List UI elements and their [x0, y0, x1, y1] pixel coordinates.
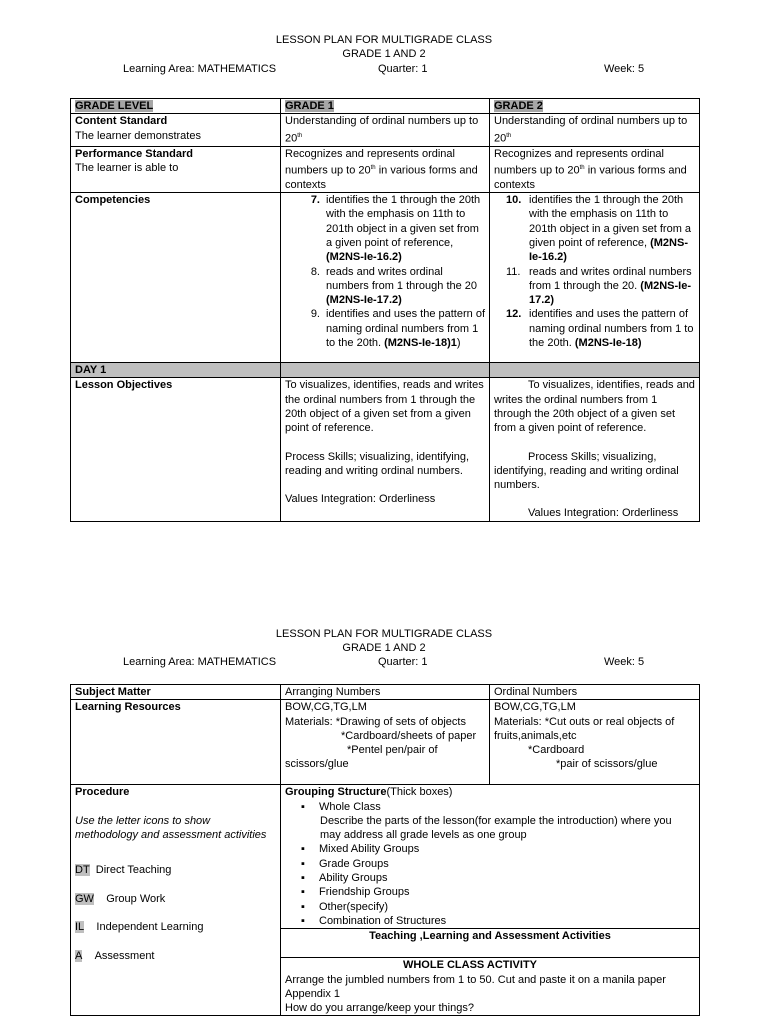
content-standard-row — [71, 114, 700, 146]
whole-class-desc: Describe the parts of the lesson(for example the introduction) where you may address all grade levels as one group — [320, 814, 672, 842]
page2-title: LESSON PLAN FOR MULTIGRADE CLASS — [275, 628, 493, 640]
grouping-item: ▪ Whole Class — [319, 800, 695, 814]
legend-gw: GW Group Work — [75, 892, 166, 905]
competency-item: 11. reads and writes ordinal numbers from 1 through the 20. (M2NS-Ie-17.2) — [506, 265, 692, 307]
competency-item: 7. identifies the 1 through the 20th with the emphasis on 11th to 201th object in a given set from a given point of reference, (M2NS-Ie-16.2) — [310, 194, 481, 264]
performance-g2: Recognizes and represents ordinal numbers up to 20th in various forms and contexts — [490, 146, 700, 193]
procedure-note: Use the letter icons to show methodology and assessment activities — [75, 814, 267, 841]
day-label: DAY 1 — [71, 363, 281, 378]
procedure-row — [71, 785, 700, 929]
competency-item: 12. identifies and uses the pattern of naming ordinal numbers from 1 to the 20th. (M2NS-Ie-18) — [506, 308, 694, 350]
competency-item: 9. identifies and uses the pattern of naming ordinal numbers from 1 to the 20th. (M2NS-Ie-18)1) — [310, 308, 485, 350]
competencies-g2 — [490, 193, 700, 363]
legend-a: A Assessment — [75, 949, 155, 962]
page1-learning-area: Learning Area: MATHEMATICS — [123, 63, 277, 75]
grouping-cell: Grouping Structure(Thick boxes) ▪ Whole Class Describe the parts of the lesson(for example the introduction) where you may address all grade levels as one group ▪ Mixed Ability Groups ▪ Grade Groups ▪ Ability Groups ▪ Friendship Groups ▪ Other(specify) ▪ Combination of Structures — [281, 785, 700, 929]
grouping-item: ▪ Other(specify) — [319, 900, 695, 914]
resources-row — [71, 700, 700, 785]
content-g1: Understanding of ordinal numbers up to 20th — [281, 114, 490, 146]
wca-heading: WHOLE CLASS ACTIVITY — [402, 959, 538, 972]
performance-sub: The learner is able to — [75, 161, 179, 174]
page1-quarter: Quarter: 1 — [378, 63, 428, 75]
objectives-row — [71, 378, 700, 521]
competencies-g1 — [281, 193, 490, 363]
procedure-cell — [71, 785, 281, 1016]
performance-standard-row — [71, 146, 700, 193]
resources-g1: BOW,CG,TG,LM Materials: *Drawing of sets of objects *Cardboard/sheets of paper *Pentel pen/pair of scissors/glue — [281, 700, 490, 785]
procedure-label: Procedure — [75, 786, 130, 799]
page1-grades: GRADE 1 AND 2 — [342, 48, 426, 60]
page2-week: Week: 5 — [604, 656, 645, 668]
legend-dt: DT Direct Teaching — [75, 864, 172, 877]
grade1-header: GRADE 1 — [285, 100, 334, 112]
page1-title: LESSON PLAN FOR MULTIGRADE CLASS — [275, 34, 493, 46]
competencies-row — [71, 193, 700, 363]
objectives-g1: To visualizes, identifies, reads and writes the ordinal numbers from 1 through the 20th object of a given set from a given point of reference. Process Skills; visualizing, identifying, reading and writing ordinal numbers. Values Integration: Orderliness — [281, 378, 490, 521]
objectives-label: Lesson Objectives — [71, 378, 281, 521]
grade2-header: GRADE 2 — [494, 100, 543, 112]
grouping-item: ▪ Combination of Structures — [319, 914, 695, 928]
resources-g2: BOW,CG,TG,LM Materials: *Cut outs or real objects of fruits,animals,etc *Cardboard *pair of scissors/glue — [490, 700, 700, 785]
page2-learning-area: Learning Area: MATHEMATICS — [123, 656, 277, 668]
resources-label: Learning Resources — [71, 700, 281, 785]
grouping-item: ▪ Friendship Groups — [319, 885, 695, 899]
page1-table — [70, 98, 700, 522]
competency-item: 8. reads and writes ordinal numbers from 1 through the 20 (M2NS-Ie-17.2) — [310, 265, 478, 307]
whole-class-cell: WHOLE CLASS ACTIVITY Arrange the jumbled numbers from 1 to 50. Cut and paste it on a manila paper Appendix 1 How do you arrange/keep your things? — [281, 958, 700, 1016]
competencies-label: Competencies — [71, 193, 281, 363]
day-row — [71, 363, 700, 378]
tla-heading: Teaching ,Learning and Assessment Activities — [281, 929, 700, 958]
objectives-g2: To visualizes, identifies, reads and writes the ordinal numbers from 1 through the 20th object of a given set from a given point of reference. Process Skills; visualizing, identifying, reading and writing ordinal numbers. Values Integration: Orderliness — [490, 378, 700, 521]
grouping-item: ▪ Mixed Ability Groups — [319, 842, 695, 856]
grade-level-header: GRADE LEVEL — [75, 100, 154, 112]
page2-table — [70, 684, 700, 1016]
legend-il: IL Independent Learning — [75, 921, 204, 934]
competency-item: 10. identifies the 1 through the 20th with the emphasis on 11th to 201th object in a given set from a given point of reference, (M2NS-Ie-16.2) — [506, 194, 692, 264]
page1-week: Week: 5 — [604, 63, 645, 75]
grouping-item: ▪ Ability Groups — [319, 871, 695, 885]
subject-label: Subject Matter — [71, 685, 281, 700]
performance-g1: Recognizes and represents ordinal numbers up to 20th in various forms and contexts — [281, 146, 490, 193]
subject-g1: Arranging Numbers — [281, 685, 490, 700]
page2-quarter: Quarter: 1 — [378, 656, 428, 668]
content-g2: Understanding of ordinal numbers up to 20th — [490, 114, 700, 146]
content-standard-label: Content Standard — [75, 115, 168, 128]
header-row — [71, 99, 700, 114]
performance-label: Performance Standard — [75, 147, 193, 160]
subject-row — [71, 685, 700, 700]
grouping-item: ▪ Grade Groups — [319, 857, 695, 871]
content-standard-sub: The learner demonstrates — [75, 129, 201, 142]
page2-grades: GRADE 1 AND 2 — [342, 642, 426, 654]
subject-g2: Ordinal Numbers — [490, 685, 700, 700]
